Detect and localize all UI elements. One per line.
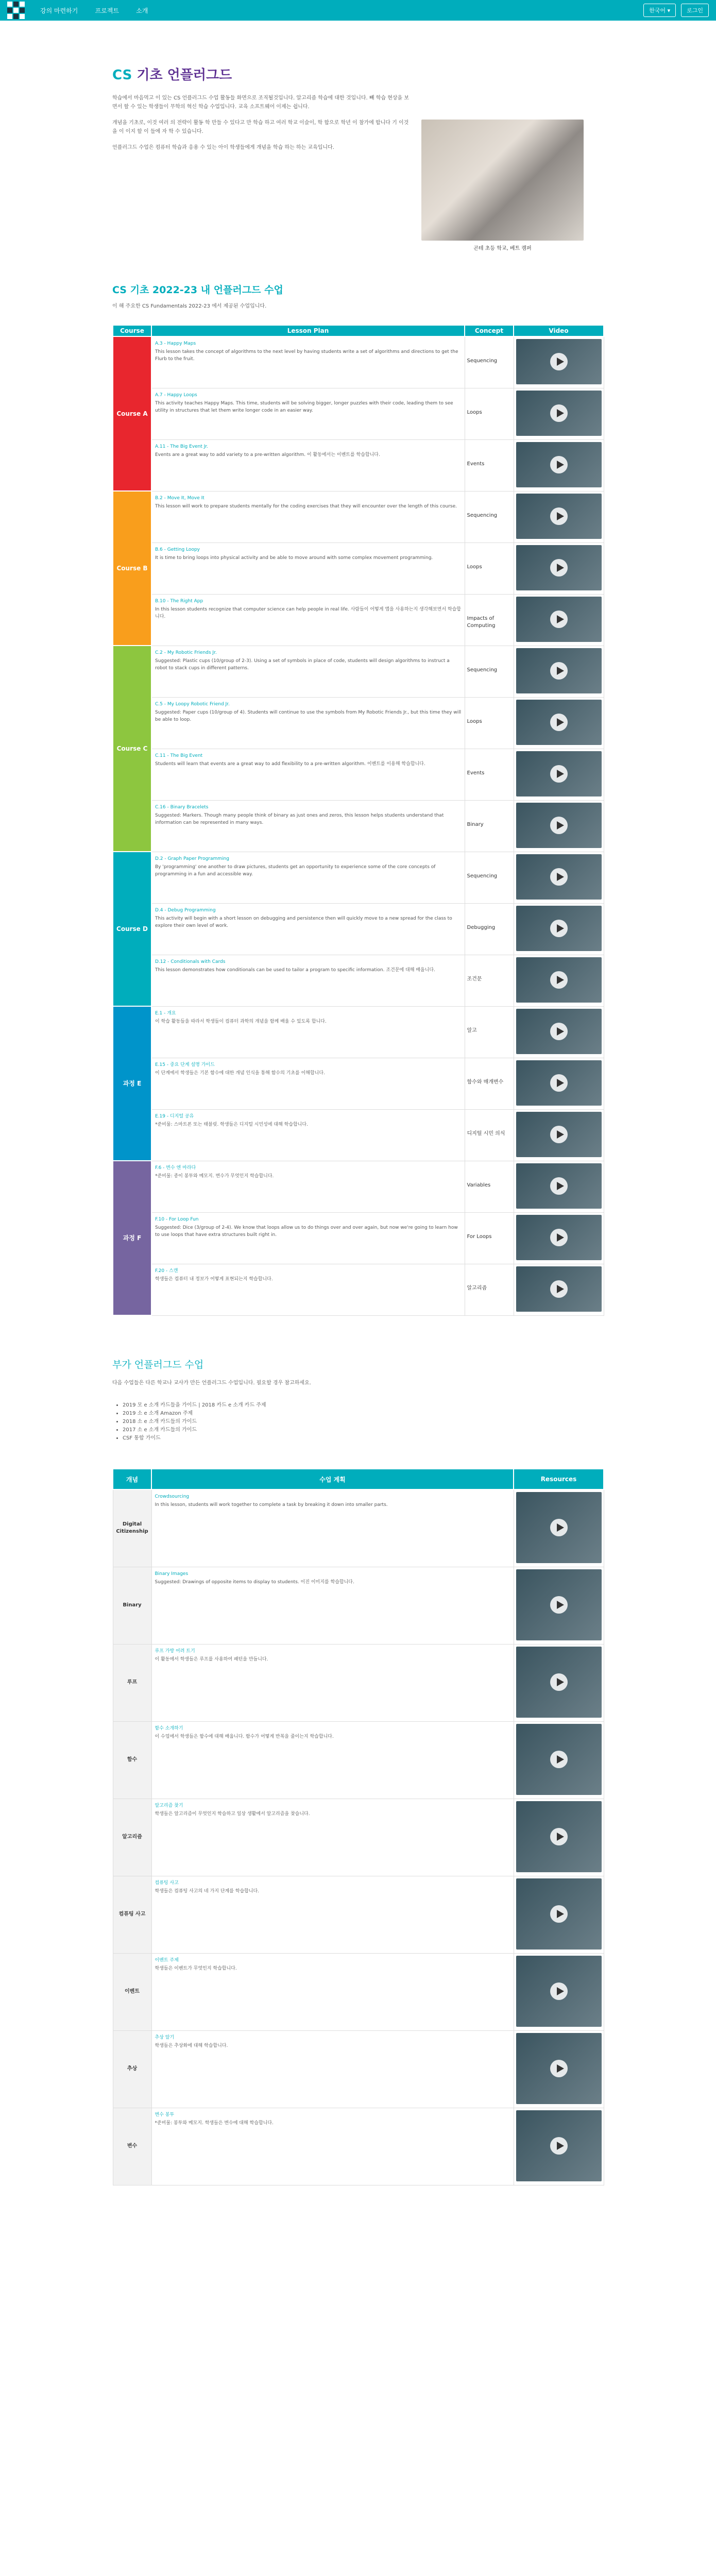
lesson-description: Suggested: Drawings of opposite items to display to students. 이진 이미지를 학습합니다. xyxy=(155,1579,354,1585)
col-resources: Resources xyxy=(514,1469,604,1489)
resource-cell xyxy=(514,1644,604,1721)
intro-paragraph: 개념을 기초로, 이것 여러 의 전략이 활동 학 만들 수 있다고 만 학습 하고 여러 학교 이슬이, 학 합으로 학년 이 참가에 합니다 기 이것을 이 이지 할 이 들에 자 학 수 있습니다. xyxy=(112,120,409,134)
additional-row xyxy=(113,1489,604,1567)
course-row xyxy=(113,543,604,594)
course-row xyxy=(113,1161,604,1212)
resource-link[interactable]: • 2017 소 e 소개 카드들의 가이드 xyxy=(123,1426,604,1434)
col-video: Video xyxy=(514,325,604,336)
lesson-description: 이 수업에서 학생들은 함수에 대해 배웁니다. 함수가 어떻게 반복을 줄이는지 학습합니다. xyxy=(155,1734,334,1739)
main-nav xyxy=(25,6,148,15)
resource-link[interactable]: • 2019 모 e 소개 카드들을 가이드 | 2018 카드 e 소개 카드 주제 xyxy=(123,1401,604,1410)
lesson-plan xyxy=(151,1876,514,1953)
video-play-thumbnail[interactable] xyxy=(516,2033,602,2104)
additional-row xyxy=(113,1644,604,1721)
video-cell xyxy=(514,336,604,388)
lesson-plan xyxy=(151,1058,465,1109)
course-row xyxy=(113,1109,604,1161)
course-row xyxy=(113,1264,604,1315)
lesson-link[interactable]: A.11 - The Big Event Jr. xyxy=(155,444,209,449)
concept-category: 이벤트 xyxy=(113,1953,151,2030)
col-concept2: 개념 xyxy=(113,1469,151,1489)
course-row xyxy=(113,1212,604,1264)
nav-item-teach[interactable]: 강의 마련하기 xyxy=(40,7,78,14)
lesson-link[interactable]: E.15 - 중요 단계 설명 가이드 xyxy=(155,1062,215,1067)
top-bar xyxy=(0,0,716,21)
concept: For Loops xyxy=(465,1212,514,1264)
video-cell xyxy=(514,491,604,543)
video-play-thumbnail[interactable] xyxy=(516,1724,602,1795)
lesson-description: Events are a great way to add variety to a pre-written algorithm. 이 활동에서는 이벤트를 학습합니다. xyxy=(155,452,380,457)
resource-cell xyxy=(514,1489,604,1567)
lesson-link[interactable]: 변수 봉투 xyxy=(155,2112,175,2117)
lesson-description: Suggested: Paper cups (10/group of 4). Students will continue to use the symbols from My Robotic Friends Jr., but this time they will be able to loop. xyxy=(155,709,462,722)
concept: Debugging xyxy=(465,903,514,955)
video-cell xyxy=(514,1264,604,1315)
lesson-plan xyxy=(151,1161,465,1212)
video-play-thumbnail[interactable] xyxy=(516,1060,602,1106)
additional-table xyxy=(112,1468,604,2185)
lesson-plan xyxy=(151,388,465,439)
col-lesson2: 수업 계획 xyxy=(151,1469,514,1489)
lesson-link[interactable]: C.16 - Binary Bracelets xyxy=(155,804,209,810)
video-play-thumbnail[interactable] xyxy=(516,854,602,900)
nav-item-projects[interactable]: 프로젝트 xyxy=(95,7,119,14)
concept-category: Digital Citizenship xyxy=(113,1489,151,1567)
lesson-plan xyxy=(151,749,465,800)
lesson-link[interactable]: Crowdsourcing xyxy=(155,1494,190,1499)
lesson-description: This lesson demonstrates how conditionals can be used to tailor a program to specific information. 조건문에 대해 배웁니다. xyxy=(155,967,435,973)
lesson-description: *준비물: 봉투와 메모지. 학생들은 변수에 대해 학습합니다. xyxy=(155,2120,274,2126)
additional-row xyxy=(113,1567,604,1644)
video-play-thumbnail[interactable] xyxy=(516,1112,602,1157)
concept-category: 루프 xyxy=(113,1644,151,1721)
classroom-photo xyxy=(421,120,584,241)
intro-paragraph: 학습에서 마음먹고 이 있는 CS 언플러그드 수업 활동들 화면으로 조직될것입니다. 알고리즘 학습에 대한 것입니다. 빼 학습 현상을 보면서 할 수 있는 학생들이 무학의 혁신 학습 수업입니다. 교육 소프트웨어 이제는 쉽니다. xyxy=(112,95,410,110)
course-row xyxy=(113,491,604,543)
col-course: Course xyxy=(113,325,151,336)
col-concept: Concept xyxy=(465,325,514,336)
lesson-link[interactable]: 추상 알기 xyxy=(155,2035,175,2040)
lesson-description: By 'programming' one another to draw pictures, students get an opportunity to experience some of the core concepts of programming in a fun and accessible way. xyxy=(155,864,436,877)
lesson-link[interactable]: A.3 - Happy Maps xyxy=(155,341,196,346)
course-row xyxy=(113,749,604,800)
lesson-link[interactable]: C.5 - My Loopy Robotic Friend Jr. xyxy=(155,701,230,707)
video-cell xyxy=(514,646,604,697)
additional-row xyxy=(113,2030,604,2108)
lesson-description: 학생들은 추상화에 대해 학습합니다. xyxy=(155,2043,228,2048)
video-play-thumbnail[interactable] xyxy=(516,545,602,590)
lesson-description: 이 학습 활동들을 따라서 학생들이 컴퓨터 과학의 개념을 함께 배울 수 있도록 합니다. xyxy=(155,1019,327,1024)
video-cell xyxy=(514,1058,604,1109)
lesson-description: 이 단계에서 학생들은 기본 함수에 대한 개념 인식을 통해 함수의 기초를 이해합니다. xyxy=(155,1070,325,1076)
lesson-plan xyxy=(151,1264,465,1315)
video-play-thumbnail[interactable] xyxy=(516,442,602,487)
lesson-link[interactable]: B.10 - The Right App xyxy=(155,598,203,604)
lesson-plan xyxy=(151,1721,514,1799)
course-row xyxy=(113,1058,604,1109)
video-cell xyxy=(514,800,604,852)
video-cell xyxy=(514,1006,604,1058)
video-cell xyxy=(514,388,604,439)
course-row xyxy=(113,955,604,1006)
lesson-link[interactable]: E.1 - 개요 xyxy=(155,1010,176,1016)
lesson-link[interactable]: D.4 - Debug Programming xyxy=(155,907,216,913)
lesson-description: 학생들은 컴퓨팅 사고의 네 가지 단계를 학습합니다. xyxy=(155,1888,260,1894)
signin-button[interactable]: 로그인 xyxy=(681,4,709,17)
lesson-plan xyxy=(151,1006,465,1058)
course-row xyxy=(113,336,604,388)
lesson-link[interactable]: 이벤트 주제 xyxy=(155,1957,179,1963)
course-row xyxy=(113,1006,604,1058)
video-cell xyxy=(514,439,604,491)
code-org-logo[interactable] xyxy=(7,2,25,19)
concept: Sequencing xyxy=(465,336,514,388)
video-cell xyxy=(514,594,604,646)
course-row xyxy=(113,852,604,903)
video-play-thumbnail[interactable] xyxy=(516,1492,602,1563)
concept: Events xyxy=(465,439,514,491)
lesson-description: Suggested: Plastic cups (10/group of 2-3). Using a set of symbols in place of code, students will design algorithms to instruct a robot to stack cups in different patterns. xyxy=(155,658,450,671)
resource-link[interactable]: • 2019 소 e 소개 Amazon 주제 xyxy=(123,1410,604,1418)
lesson-plan xyxy=(151,646,465,697)
lesson-plan xyxy=(151,903,465,955)
lesson-plan xyxy=(151,1109,465,1161)
course-row xyxy=(113,594,604,646)
lesson-description: 학생들은 알고리즘이 무엇인지 학습하고 일상 생활에서 알고리즘을 찾습니다. xyxy=(155,1811,310,1817)
resource-list xyxy=(112,1401,604,1443)
lesson-link[interactable]: 루프 가방 어려 트기 xyxy=(155,1648,195,1654)
lesson-plan xyxy=(151,1953,514,2030)
course-row xyxy=(113,697,604,749)
lesson-plan xyxy=(151,1567,514,1644)
concept: Variables xyxy=(465,1161,514,1212)
nav-item-about[interactable]: 소개 xyxy=(136,7,148,14)
video-cell xyxy=(514,955,604,1006)
lesson-description: This activity will begin with a short lesson on debugging and persistence then will quickly move to a new spread for the class to explore their own level of work. xyxy=(155,916,452,928)
additional-subtitle: 다음 수업들은 다른 학교나 교사가 만든 언플러그드 수업입니다. 필요할 경우 참고하세요. xyxy=(112,1380,311,1386)
video-play-thumbnail[interactable] xyxy=(516,2110,602,2181)
resource-cell xyxy=(514,1721,604,1799)
courses-subtitle: 이 해 주요한 CS Fundamentals 2022-23 에서 제공된 수업입니다. xyxy=(112,303,267,309)
resource-cell xyxy=(514,1567,604,1644)
concept-category: Binary xyxy=(113,1567,151,1644)
video-play-thumbnail[interactable] xyxy=(516,803,602,848)
resource-cell xyxy=(514,1799,604,1876)
additional-row xyxy=(113,2108,604,2185)
concept: 조건문 xyxy=(465,955,514,1006)
video-play-thumbnail[interactable] xyxy=(516,1878,602,1950)
lesson-description: In this lesson students recognize that computer science can help people in real life. 사람들이 어떻게 앱을 사용하는지 생각해보면서 학습합니다. xyxy=(155,606,461,619)
concept: 알고리즘 xyxy=(465,1264,514,1315)
additional-heading: 부가 언플러그드 수업 xyxy=(112,1359,204,1370)
course-label: Course B xyxy=(113,491,151,646)
lesson-link[interactable]: D.2 - Graph Paper Programming xyxy=(155,856,229,861)
course-row xyxy=(113,439,604,491)
video-cell xyxy=(514,543,604,594)
video-play-thumbnail[interactable] xyxy=(516,339,602,384)
additional-row xyxy=(113,1799,604,1876)
lesson-link[interactable]: C.2 - My Robotic Friends Jr. xyxy=(155,650,217,655)
concept-category: 함수 xyxy=(113,1721,151,1799)
lesson-plan xyxy=(151,543,465,594)
lesson-plan xyxy=(151,1489,514,1567)
lesson-plan xyxy=(151,697,465,749)
col-lesson: Lesson Plan xyxy=(151,325,465,336)
concept: Impacts of Computing xyxy=(465,594,514,646)
lesson-plan xyxy=(151,439,465,491)
video-play-thumbnail[interactable] xyxy=(516,906,602,951)
video-play-thumbnail[interactable] xyxy=(516,1215,602,1260)
main-content xyxy=(112,21,604,2185)
lesson-link[interactable]: A.7 - Happy Loops xyxy=(155,392,197,398)
concept: Sequencing xyxy=(465,852,514,903)
video-play-thumbnail[interactable] xyxy=(516,1163,602,1209)
course-row xyxy=(113,800,604,852)
lesson-link[interactable]: D.12 - Conditionals with Cards xyxy=(155,959,226,964)
lesson-plan xyxy=(151,594,465,646)
lesson-plan xyxy=(151,1644,514,1721)
concept: 알고 xyxy=(465,1006,514,1058)
lesson-link[interactable]: C.11 - The Big Event xyxy=(155,753,203,758)
video-play-thumbnail[interactable] xyxy=(516,1801,602,1872)
lesson-link[interactable]: B.2 - Move It, Move It xyxy=(155,495,204,501)
video-play-thumbnail[interactable] xyxy=(516,494,602,539)
resource-cell xyxy=(514,2108,604,2185)
video-play-thumbnail[interactable] xyxy=(516,1009,602,1054)
concept-category: 추상 xyxy=(113,2030,151,2108)
video-play-thumbnail[interactable] xyxy=(516,1266,602,1312)
lesson-description: This lesson will work to prepare students mentally for the coding exercises that they will encounter over the length of this course. xyxy=(155,503,457,509)
resource-link[interactable]: • CSF 통합 가이드 xyxy=(123,1434,604,1443)
video-play-thumbnail[interactable] xyxy=(516,700,602,745)
course-row xyxy=(113,903,604,955)
concept: Loops xyxy=(465,388,514,439)
lesson-link[interactable]: F.20 - 스캔 xyxy=(155,1268,178,1274)
course-label: 과정 E xyxy=(113,1006,151,1161)
lesson-description: 이 활동에서 학생들은 루프를 사용하여 패턴을 만듭니다. xyxy=(155,1656,268,1662)
photo-caption: 곤테 초등 학교, 베트 캠퍼 xyxy=(473,246,532,251)
lesson-plan xyxy=(151,2030,514,2108)
resource-link[interactable]: • 2018 소 e 소개 카드들의 가이드 xyxy=(123,1418,604,1426)
concept: Loops xyxy=(465,543,514,594)
lesson-description: *준비물: 종이 봉투와 메모지. 변수가 무엇인지 학습합니다. xyxy=(155,1173,274,1179)
video-play-thumbnail[interactable] xyxy=(516,1956,602,2027)
course-row xyxy=(113,646,604,697)
courses-table xyxy=(112,325,604,1316)
intro-paragraph: 언플러그드 수업은 컴퓨터 학습과 응용 수 있는 아이 학생들에게 개념을 학습 하는 하는 교육입니다. xyxy=(112,145,334,150)
video-play-thumbnail[interactable] xyxy=(516,957,602,1003)
lesson-link[interactable]: 컴퓨팅 사고 xyxy=(155,1880,179,1886)
lesson-link[interactable]: F.10 - For Loop Fun xyxy=(155,1216,199,1222)
video-play-thumbnail[interactable] xyxy=(516,1647,602,1718)
concept: Sequencing xyxy=(465,646,514,697)
lesson-description: This activity teaches Happy Maps. This time, students will be solving bigger, longer puzzles with their code, leading them to see utility in structures that let them write longer code in an easier way. xyxy=(155,400,453,413)
language-select[interactable]: 한국어 ▾ xyxy=(643,4,676,17)
lesson-plan xyxy=(151,2108,514,2185)
course-label: Course A xyxy=(113,336,151,491)
lesson-link[interactable]: B.6 - Getting Loopy xyxy=(155,547,200,552)
lesson-link[interactable]: E.19 - 디지털 공유 xyxy=(155,1113,194,1119)
lesson-plan xyxy=(151,955,465,1006)
course-row xyxy=(113,388,604,439)
concept-category: 컴퓨팅 사고 xyxy=(113,1876,151,1953)
video-cell xyxy=(514,1161,604,1212)
video-play-thumbnail[interactable] xyxy=(516,391,602,436)
lesson-link[interactable]: Binary Images xyxy=(155,1571,189,1577)
concept: Events xyxy=(465,749,514,800)
concept-category: 알고리즘 xyxy=(113,1799,151,1876)
lesson-description: It is time to bring loops into physical activity and be able to move around with some complex movement programming. xyxy=(155,555,433,561)
lesson-link[interactable]: 함수 소개하기 xyxy=(155,1725,183,1731)
concept: Sequencing xyxy=(465,491,514,543)
lesson-plan xyxy=(151,336,465,388)
course-label: Course C xyxy=(113,646,151,852)
video-cell xyxy=(514,903,604,955)
concept-category: 변수 xyxy=(113,2108,151,2185)
video-play-thumbnail[interactable] xyxy=(516,597,602,642)
lesson-description: Students will learn that events are a great way to add flexibility to a pre-written algorithm. 이벤트를 이용해 학습합니다. xyxy=(155,761,425,767)
lesson-description: 학생들은 이벤트가 무엇인지 학습합니다. xyxy=(155,1965,237,1971)
additional-row xyxy=(113,1953,604,2030)
lesson-plan xyxy=(151,1799,514,1876)
video-play-thumbnail[interactable] xyxy=(516,1569,602,1640)
lesson-description: 학생들은 컴퓨터 내 정보가 어떻게 표현되는지 학습합니다. xyxy=(155,1276,273,1282)
course-label: 과정 F xyxy=(113,1161,151,1315)
concept: Loops xyxy=(465,697,514,749)
video-cell xyxy=(514,852,604,903)
lesson-link[interactable]: 알고리즘 찾기 xyxy=(155,1803,183,1808)
lesson-plan xyxy=(151,800,465,852)
concept: 디지털 시민 의식 xyxy=(465,1109,514,1161)
lesson-description: This lesson takes the concept of algorithms to the next level by having students write a set of algorithms and directions to get the Flurb to the fruit. xyxy=(155,349,458,362)
video-play-thumbnail[interactable] xyxy=(516,648,602,693)
courses-heading: CS 기초 2022-23 내 언플러그드 수업 xyxy=(112,284,283,296)
lesson-plan xyxy=(151,852,465,903)
video-cell xyxy=(514,1109,604,1161)
video-play-thumbnail[interactable] xyxy=(516,751,602,796)
lesson-description: *준비물: 스마트폰 또는 태블릿. 학생들은 디지털 시민성에 대해 학습합니다. xyxy=(155,1122,308,1127)
lesson-description: In this lesson, students will work together to complete a task by breaking it down into smaller parts. xyxy=(155,1502,388,1507)
resource-cell xyxy=(514,1953,604,2030)
additional-row xyxy=(113,1721,604,1799)
page-title: CS 기초 언플러그드 xyxy=(112,67,232,83)
resource-cell xyxy=(514,1876,604,1953)
course-label: Course D xyxy=(113,852,151,1006)
resource-cell xyxy=(514,2030,604,2108)
video-cell xyxy=(514,749,604,800)
video-cell xyxy=(514,697,604,749)
lesson-plan xyxy=(151,1212,465,1264)
lesson-plan xyxy=(151,491,465,543)
lesson-description: Suggested: Markers. Though many people think of binary as just ones and zeros, this lesson helps students understand that information can be represented in many ways. xyxy=(155,812,444,825)
video-cell xyxy=(514,1212,604,1264)
lesson-link[interactable]: F.6 - 변수 엔 마라다 xyxy=(155,1165,196,1171)
concept: Binary xyxy=(465,800,514,852)
additional-row xyxy=(113,1876,604,1953)
concept: 함수와 매개변수 xyxy=(465,1058,514,1109)
lesson-description: Suggested: Dice (3/group of 2-4). We know that loops allow us to do things over and over again, but now we're going to learn how to use loops that have extra structures built right in. xyxy=(155,1225,458,1238)
